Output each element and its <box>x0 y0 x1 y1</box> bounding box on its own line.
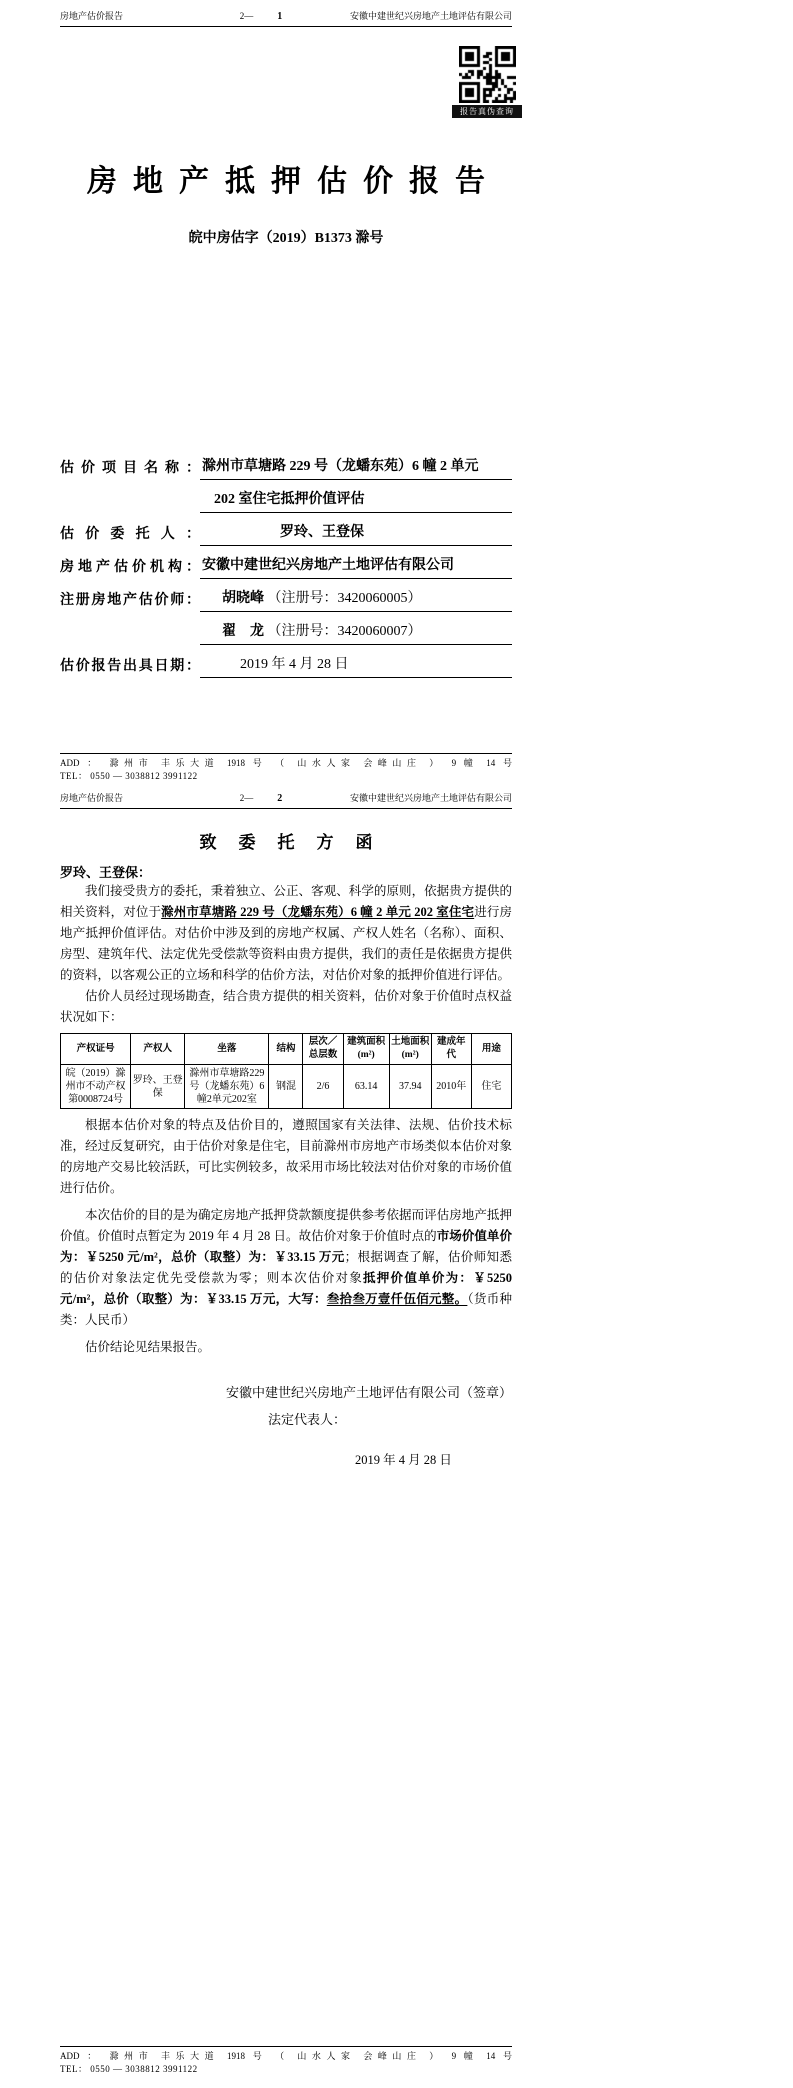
page-footer <box>60 753 512 783</box>
page-footer <box>60 2046 512 2076</box>
form-row <box>60 447 512 480</box>
letter-paragraph-3: 根据本估价对象的特点及估价目的，遵照国家有关法律、法规、估价技术标准，经过反复研究，由于估价对象是住宅，目前滁州市房地产市场类似本估价对象的房地产交易比较活跃，可比实例较多，故采用市场比较法对估价对象的市场价值进行估价。 <box>60 1118 512 1195</box>
page-header <box>60 10 512 27</box>
table-header-cell: 用途 <box>471 1034 511 1065</box>
table-header-cell: 土地面积(m²) <box>389 1034 431 1065</box>
form-value: 安徽中建世纪兴房地产土地评估有限公司 <box>200 556 512 579</box>
table-cell: 37.94 <box>389 1065 431 1109</box>
form-value: 2019 年 4 月 28 日 <box>200 655 512 678</box>
table-header-cell: 建筑面积(m²) <box>343 1034 389 1065</box>
table-header-row <box>61 1034 512 1065</box>
letter-paragraph-4 <box>60 1205 512 1331</box>
header-page-number <box>190 792 332 805</box>
letter-paragraph-5: 估价结论见结果报告。 <box>85 1340 211 1354</box>
table-cell: 钢混 <box>269 1065 303 1109</box>
text-segment: 进行房地产抵押价值评估。对估价中涉及到的房地产权属、产权人姓名（名称）、面积、房型、建筑年代、法定优先受偿款等资料由贵方提供，我们的责任是依据贵方提供的资料，以客观公正的立场和科学的估价方法，对估价对象的抵押价值进行评估。 <box>60 905 512 982</box>
footer-phone: TEL： 0550 — 3038812 3991122 <box>60 2064 198 2074</box>
letter-paragraph-2: 估价人员经过现场勘查，结合贵方提供的相关资料，估价对象于价值时点权益状况如下： <box>60 989 512 1024</box>
table-header-cell: 建成年代 <box>431 1034 471 1065</box>
table-cell: 滁州市草塘路229号（龙蟠东苑）6幢2单元202室 <box>185 1065 269 1109</box>
form-row <box>60 546 512 579</box>
page-current: 2 <box>277 793 283 804</box>
report-number: 皖中房估字（2019）B1373 滁号 <box>188 231 384 246</box>
property-rights-table <box>60 1033 512 1109</box>
table-header-cell: 坐落 <box>185 1034 269 1065</box>
qr-code-icon <box>459 46 516 103</box>
cover-form <box>60 447 512 678</box>
text-segment: 叁拾叁万壹仟伍佰元整。 <box>326 1292 468 1306</box>
text-segment: ；根据调查了解，估价师知悉的估价对象法定优先受偿款为零；则本次估价对象 <box>60 1250 512 1285</box>
table-cell: 2/6 <box>303 1065 343 1109</box>
text-segment: 我们接受贵方的委托，秉着独立、公正、客观、科学的原则，依据贵方提供的相关资料，对位于 <box>60 884 512 919</box>
qr-caption: 报告真伪查询 <box>452 105 522 118</box>
text-segment: 市场价值单价为：￥5250 元/m²，总价（取整）为：￥33.15 万元 <box>60 1229 512 1264</box>
form-value: 罗玲、王登保 <box>200 523 512 546</box>
footer-address: ADD ： 滁州市 丰乐大道 1918 号 （ 山水人家 会峰山庄 ） 9 幢 14 号 <box>60 2051 512 2061</box>
form-value: 翟 龙 （注册号：3420060007） <box>200 622 512 645</box>
form-row <box>60 513 512 546</box>
page-prefix: 2— <box>239 793 254 803</box>
table-header-cell: 结构 <box>269 1034 303 1065</box>
footer-address: ADD ： 滁州市 丰乐大道 1918 号 （ 山水人家 会峰山庄 ） 9 幢 14 号 <box>60 758 512 768</box>
form-value: 胡晓峰 （注册号：3420060005） <box>200 589 512 612</box>
table-cell: 2010年 <box>431 1065 471 1109</box>
header-page-number <box>190 10 332 23</box>
page-prefix: 2— <box>239 11 254 21</box>
table-header-cell: 产权证号 <box>61 1034 131 1065</box>
form-label: 估价项目名称： <box>60 461 200 476</box>
qr-block <box>452 46 522 118</box>
letter-paragraph-1 <box>60 881 512 986</box>
form-label: 估价报告出具日期： <box>60 659 200 674</box>
page-current: 1 <box>277 11 283 22</box>
footer-phone: TEL： 0550 — 3038812 3991122 <box>60 771 198 781</box>
letter-title: 致委托方函 <box>199 833 395 852</box>
form-value: 滁州市草塘路 229 号（龙蟠东苑）6 幢 2 单元 <box>200 457 512 480</box>
table-cell: 住宅 <box>471 1065 511 1109</box>
form-row <box>60 480 512 513</box>
text-segment: （货币种类：人民币） <box>60 1292 512 1327</box>
page-header <box>60 792 512 809</box>
letter-salutation: 罗玲、王登保： <box>60 865 152 880</box>
header-doc-type: 房地产估价报告 <box>60 793 124 803</box>
form-label: 估价委托人： <box>60 527 200 542</box>
form-label <box>60 644 200 645</box>
header-company-name: 安徽中建世纪兴房地产土地评估有限公司 <box>349 793 512 803</box>
form-value: 202 室住宅抵押价值评估 <box>200 490 512 513</box>
table-header-cell: 层次／总层数 <box>303 1034 343 1065</box>
signature-legal-rep: 法定代表人： <box>268 1412 347 1427</box>
form-row <box>60 579 512 612</box>
form-row <box>60 645 512 678</box>
table-cell: 63.14 <box>343 1065 389 1109</box>
letter-body <box>60 881 512 1471</box>
report-page-1 <box>0 0 793 790</box>
text-segment: 抵押价值单价为：￥5250 元/m²，总价（取整）为：￥33.15 万元，大写： <box>60 1271 512 1306</box>
table-header-cell: 产权人 <box>131 1034 185 1065</box>
form-label: 房地产估价机构： <box>60 560 200 575</box>
text-segment: 本次估价的目的是为确定房地产抵押贷款额度提供参考依据而评估房地产抵押价值。价值时点暂定为 2019 年 4 月 28 日。故估价对象于价值时点的 <box>60 1208 512 1243</box>
table-cell: 皖（2019）滁州市不动产权第0008724号 <box>61 1065 131 1109</box>
table-row <box>61 1065 512 1109</box>
report-page-2 <box>0 790 793 2088</box>
table-cell: 罗玲、王登保 <box>131 1065 185 1109</box>
form-label: 注册房地产估价师： <box>60 593 200 608</box>
header-company-name: 安徽中建世纪兴房地产土地评估有限公司 <box>349 11 512 21</box>
header-doc-type: 房地产估价报告 <box>60 11 124 21</box>
signature-date: 2019 年 4 月 28 日 <box>355 1453 452 1467</box>
form-row <box>60 612 512 645</box>
report-title: 房地产抵押估价报告 <box>87 165 501 198</box>
form-label <box>60 512 200 513</box>
signature-company: 安徽中建世纪兴房地产土地评估有限公司（签章） <box>225 1385 512 1400</box>
text-segment: 滁州市草塘路 229 号（龙蟠东苑）6 幢 2 单元 202 室住宅 <box>161 905 475 919</box>
